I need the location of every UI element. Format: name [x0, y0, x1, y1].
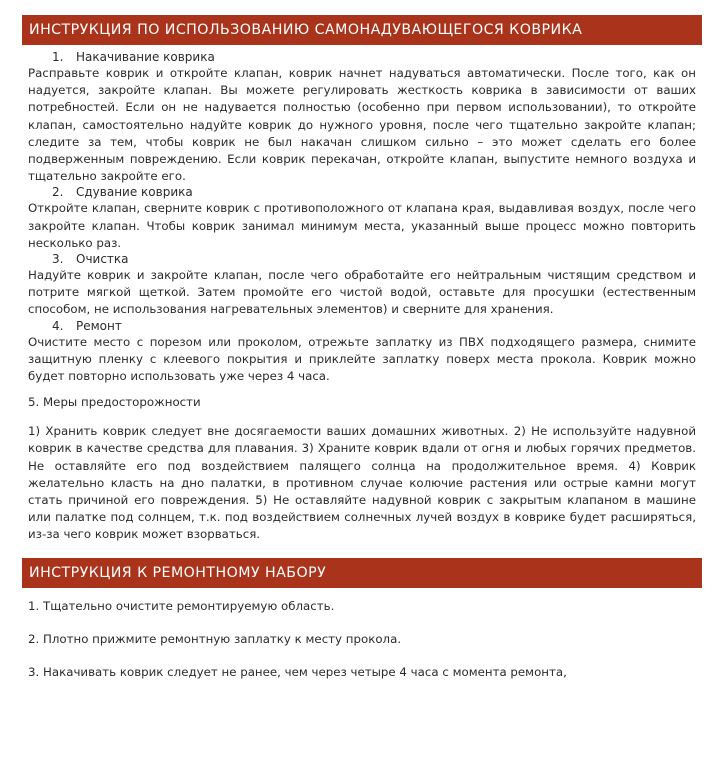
inflation-heading [28, 50, 696, 65]
repair-heading [28, 319, 696, 334]
cleaning-heading [28, 252, 696, 267]
inflation-text: Расправьте коврик и откройте клапан, коврик начнет надуваться автоматически. После того, как он надуется, закройте клапан. Вы можете регулировать жесткость коврика в зависимости от ваших потребностей. Если он не надувается полностью (особенно при первом использовании), то откройте клапан, самостоятельно надуйте коврик до нужного уровня, после чего тщательно закройте клапан; следите за тем, чтобы коврик не был накачан слишком сильно – это может сделать его более подверженным повреждению. Если коврик перекачан, откройте клапан, выпустите немного воздуха и тщательно закройте его. [28, 66, 696, 184]
repair-title: Ремонт [76, 318, 122, 333]
repair-kit-step-2: 2. Плотно прижмите ремонтную заплатку к месту прокола. [28, 631, 402, 646]
cleaning-title: Очистка [76, 252, 129, 267]
usage-instructions-header: ИНСТРУКЦИЯ ПО ИСПОЛЬЗОВАНИЮ САМОНАДУВАЮЩЕГОСЯ КОВРИКА [22, 15, 702, 45]
inflation-title: Накачивание коврика [76, 50, 215, 64]
precautions-heading: 5. Меры предосторожности [28, 395, 201, 410]
usage-instructions-content [22, 45, 702, 544]
deflation-number: 2. [52, 185, 64, 200]
repair-kit-header: ИНСТРУКЦИЯ К РЕМОНТНОМУ НАБОРУ [22, 558, 702, 588]
cleaning-number: 3. [52, 252, 64, 267]
repair-number: 4. [52, 318, 64, 333]
repair-kit-list [22, 588, 702, 681]
repair-kit-step-3: 3. Накачивать коврик следует не ранее, чем через четыре 4 часа с момента ремонта, [28, 664, 567, 679]
repair-kit-step-1: 1. Тщательно очистите ремонтируемую область. [28, 598, 335, 613]
instruction-page [22, 15, 702, 697]
cleaning-text: Надуйте коврик и закройте клапан, после чего обработайте его нейтральным чистящим средством и потрите мягкой щеткой. Затем промойте его чистой водой, оставьте для просушки (естественным способом, не использования нагревательных элементов) и сверните для хранения. [28, 268, 696, 317]
deflation-title: Сдувание коврика [76, 185, 193, 200]
precautions-text: 1) Хранить коврик следует вне досягаемости ваших домашних животных. 2) Не используйте надувной коврик в качестве средства для плавания. 3) Храните коврик вдали от огня и любых горячих предметов. Не оставляйте его под воздействием палящего солнца на продолжительное время. 4) Коврик желательно класть на дно палатки, в противном случае колючие растения или острые камни могут стать причиной его повреждения. 5) Не оставляйте надувной коврик с закрытым клапаном в машине или палатке под солнцем, т.к. под воздействием солнечных лучей воздух в коврике будет расширяться, из-за чего коврик может взорваться. [28, 424, 696, 542]
repair-text: Очистите место с порезом или проколом, отрежьте заплатку из ПВХ подходящего размера, снимите защитную пленку с клеевого покрытия и приклейте заплатку поверх места прокола. Коврик можно будет повторно использовать уже через 4 часа. [28, 334, 696, 384]
deflation-text: Откройте клапан, сверните коврик с противоположного от клапана края, выдавливая воздух, после чего закройте клапан. Чтобы коврик занимал минимум места, указанный выше процесс можно повторить несколько раз. [28, 201, 696, 250]
inflation-number: 1. [52, 50, 64, 64]
deflation-heading [28, 185, 696, 200]
